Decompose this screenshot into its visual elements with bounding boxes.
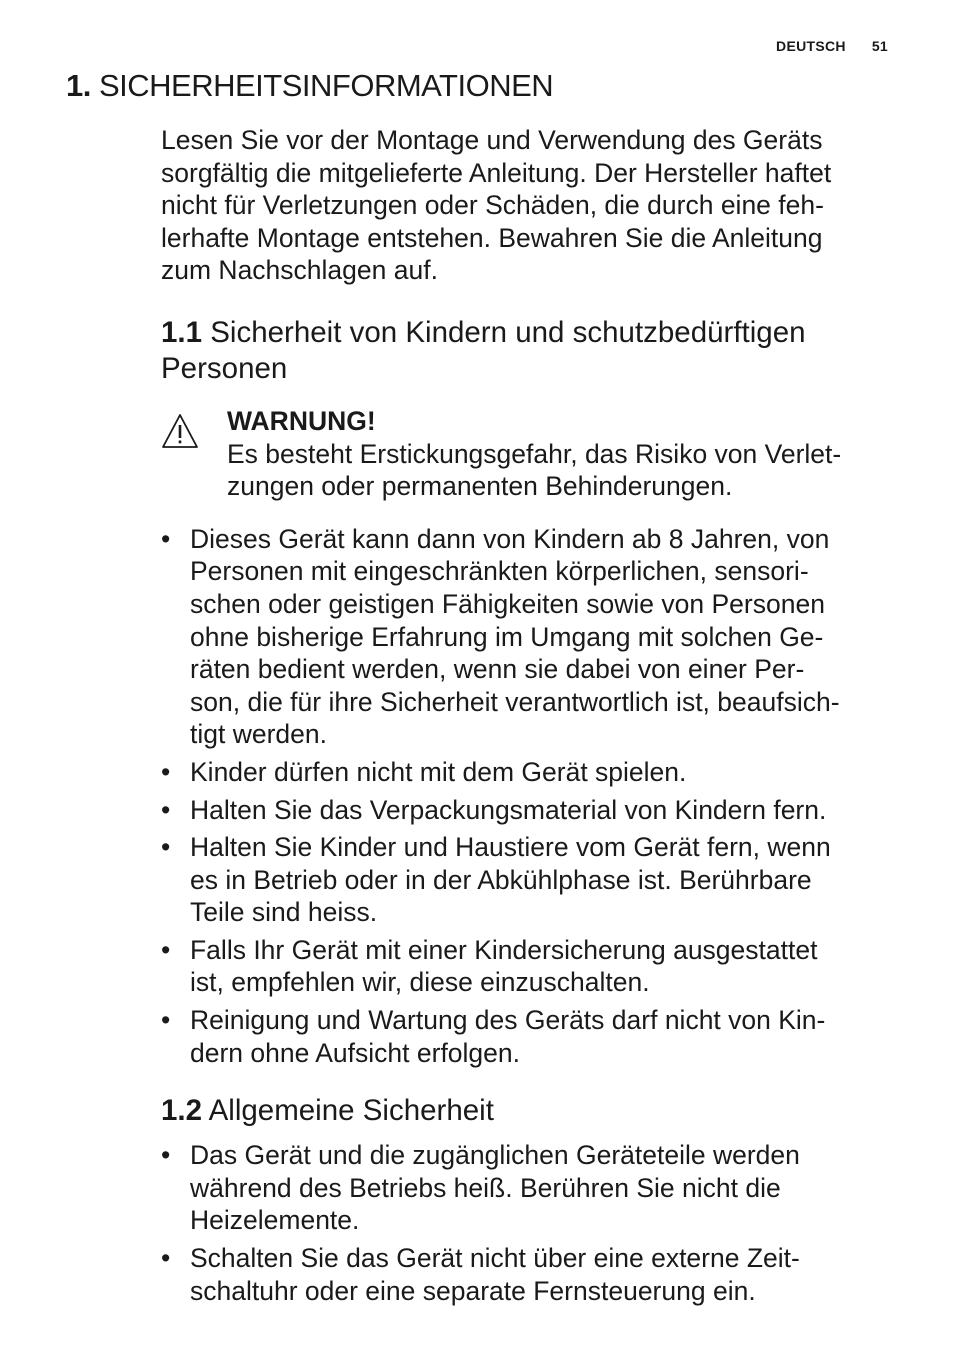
list-item (161, 934, 891, 999)
warning-text (227, 405, 841, 503)
intro-paragraph (161, 124, 891, 287)
warning-box (161, 405, 891, 503)
section-1-1-number: 1.1 (161, 315, 203, 349)
list-item-line: schen oder geistigen Fähigkeiten sowie von Personen (190, 588, 825, 619)
list-item-line: tigt werden. (190, 719, 327, 750)
bullet: • (161, 934, 171, 965)
list-item (161, 1139, 891, 1237)
list-item (161, 1004, 891, 1069)
intro-line: lerhafte Montage entstehen. Bewahren Sie die Anleitung (161, 222, 823, 253)
bullet: • (161, 832, 171, 863)
children-safety-list (161, 523, 891, 1070)
bullet: • (161, 523, 171, 554)
list-item (161, 1242, 891, 1307)
bullet: • (161, 1243, 171, 1274)
list-item-line: Halten Sie das Verpackungsmaterial von Kindern fern. (190, 794, 827, 825)
bullet: • (161, 1005, 171, 1036)
list-item-line: schaltuhr oder eine separate Fernsteuerung ein. (190, 1275, 756, 1306)
list-item-line: Schalten Sie das Gerät nicht über eine externe Zeit- (190, 1243, 800, 1274)
section-1-title: SICHERHEITSINFORMATIONEN (98, 68, 554, 103)
page-content (161, 124, 891, 1307)
list-item-line: Reinigung und Wartung des Geräts darf nicht von Kin- (190, 1005, 826, 1036)
general-safety-list (161, 1139, 891, 1307)
warning-line: zungen oder permanenten Behinderungen. (227, 471, 733, 502)
list-item-line: dern ohne Aufsicht erfolgen. (190, 1037, 521, 1068)
list-item (161, 756, 891, 789)
list-item-line: Heizelemente. (190, 1205, 360, 1236)
list-item-line: es in Betrieb oder in der Abkühlphase ist. Berührbare (190, 864, 812, 895)
list-item-line: Teile sind heiss. (190, 897, 378, 928)
bullet: • (161, 794, 171, 825)
warning-triangle-icon (161, 413, 199, 449)
list-item-line: Falls Ihr Gerät mit einer Kindersicherung ausgestattet (190, 934, 818, 965)
section-1-1-title-line: Personen (161, 351, 288, 385)
list-item-line: räten bedient werden, wenn sie dabei von einer Per- (190, 654, 805, 685)
list-item-line: Dieses Gerät kann dann von Kindern ab 8 Jahren, von (190, 523, 830, 554)
intro-line: nicht für Verletzungen oder Schäden, die durch eine feh- (161, 190, 824, 221)
intro-line: sorgfältig die mitgelieferte Anleitung. Der Hersteller haftet (161, 157, 832, 188)
section-1-2-title: Allgemeine Sicherheit (208, 1094, 494, 1128)
list-item-line: Kinder dürfen nicht mit dem Gerät spielen. (190, 756, 687, 787)
list-item-line: Personen mit eingeschränkten körperlichen, sensori- (190, 556, 809, 587)
warning-line: Es besteht Erstickungsgefahr, das Risiko von Verlet- (227, 438, 842, 469)
list-item (161, 523, 891, 751)
header-language: DEUTSCH (776, 38, 846, 54)
list-item-line: son, die für ihre Sicherheit verantwortlich ist, beaufsich- (190, 686, 840, 717)
list-item (161, 831, 891, 929)
warning-title: WARNUNG! (227, 405, 376, 436)
list-item-line: ohne bisherige Erfahrung im Umgang mit solchen Ge- (190, 621, 824, 652)
list-item-line: ist, empfehlen wir, diese einzuschalten. (190, 967, 650, 998)
section-1-number: 1. (66, 68, 91, 103)
section-1-heading (66, 68, 553, 104)
list-item-line: Halten Sie Kinder und Haustiere vom Gerät fern, wenn (190, 832, 831, 863)
section-1-2-heading (161, 1093, 891, 1129)
intro-line: Lesen Sie vor der Montage und Verwendung des Geräts (161, 125, 823, 155)
section-1-1-title-line: Sicherheit von Kindern und schutzbedürftigen (210, 315, 806, 349)
bullet: • (161, 756, 171, 787)
page-header (776, 38, 888, 54)
list-item (161, 794, 891, 827)
section-1-2-number: 1.2 (161, 1094, 203, 1128)
list-item-line: Das Gerät und die zugänglichen Geräteteile werden (190, 1140, 800, 1171)
intro-line: zum Nachschlagen auf. (161, 255, 438, 286)
bullet: • (161, 1140, 171, 1171)
list-item-line: während des Betriebs heiß. Berühren Sie nicht die (190, 1172, 781, 1203)
section-1-1-heading (161, 315, 891, 387)
page-number: 51 (871, 38, 888, 54)
